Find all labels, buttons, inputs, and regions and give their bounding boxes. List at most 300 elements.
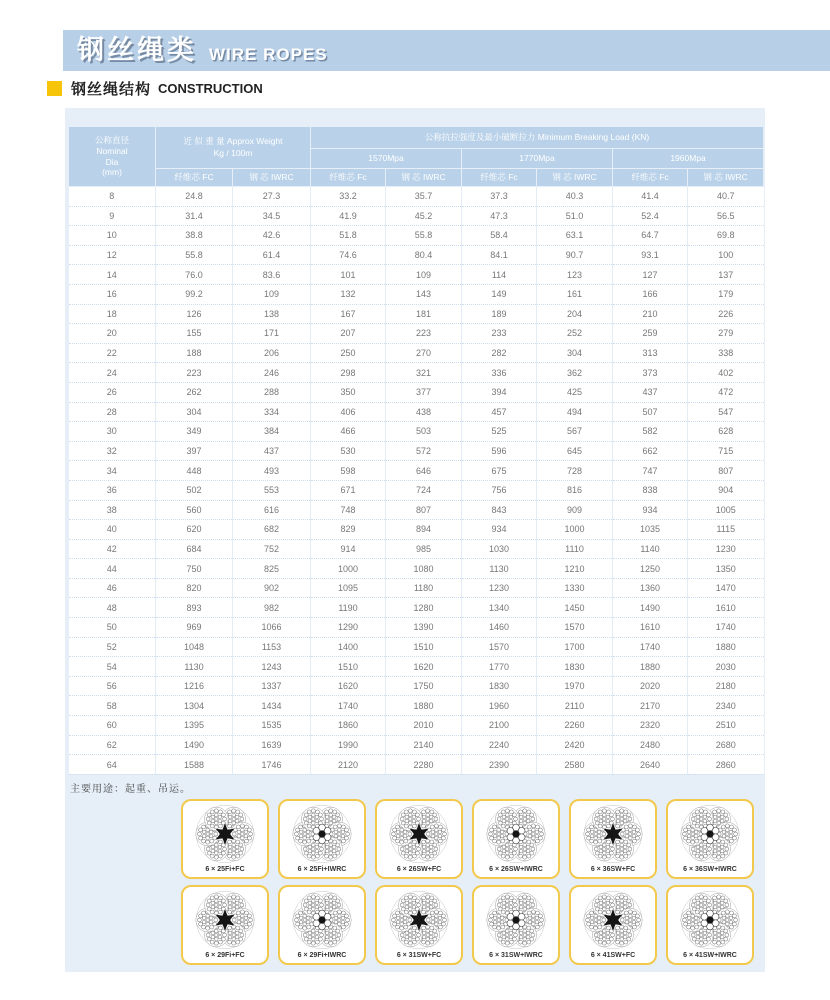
usage-note: 主要用途：起重、吊运。: [70, 783, 191, 795]
cell-value: 596: [462, 441, 537, 461]
cell-value: 715: [688, 441, 764, 461]
cell-diameter: 56: [69, 676, 156, 696]
cell-diameter: 64: [69, 755, 156, 775]
cell-value: 1610: [613, 618, 688, 638]
cell-diameter: 28: [69, 402, 156, 422]
header-breaking-load: 公称抗拉强度及最小破断拉力 Minimum Breaking Load (KN): [311, 127, 764, 149]
rope-card: [472, 799, 560, 879]
cell-value: 204: [537, 304, 613, 324]
cell-diameter: 42: [69, 539, 156, 559]
cell-value: 167: [311, 304, 386, 324]
table-row: [69, 676, 764, 696]
cell-value: 1770: [462, 657, 537, 677]
rope-card: [375, 799, 463, 879]
cell-diameter: 38: [69, 500, 156, 520]
cell-value: 1570: [462, 637, 537, 657]
cell-value: 1740: [613, 637, 688, 657]
section-title-cn: 钢丝绳结构: [71, 81, 152, 98]
cell-value: 42.6: [233, 226, 311, 246]
cell-value: 1860: [311, 716, 386, 736]
cell-value: 2170: [613, 696, 688, 716]
cell-value: 1290: [311, 618, 386, 638]
rope-card: [278, 799, 366, 879]
cell-value: 2320: [613, 716, 688, 736]
cell-value: 1700: [537, 637, 613, 657]
cell-value: 425: [537, 382, 613, 402]
cell-diameter: 58: [69, 696, 156, 716]
cell-value: 126: [156, 304, 233, 324]
cell-value: 233: [462, 324, 537, 344]
table-row: [69, 559, 764, 579]
cell-value: 1304: [156, 696, 233, 716]
cell-value: 2640: [613, 755, 688, 775]
rope-card-label: 6 × 41SW+IWRC: [683, 951, 737, 959]
cell-value: 2110: [537, 696, 613, 716]
cell-value: 313: [613, 343, 688, 363]
cell-value: 567: [537, 422, 613, 442]
table-row: [69, 520, 764, 540]
cell-value: 80.4: [386, 245, 462, 265]
rope-card-label: 6 × 41SW+FC: [590, 951, 636, 959]
cell-value: 61.4: [233, 245, 311, 265]
header-dia-en1: Nominal: [96, 145, 128, 156]
cell-value: 27.3: [233, 187, 311, 207]
cell-value: 41.9: [311, 206, 386, 226]
header-grade-1960: 1960Mpa: [613, 149, 764, 169]
rope-card-label: 6 × 36SW+IWRC: [683, 865, 737, 873]
cell-value: 646: [386, 461, 462, 481]
content-panel: [65, 108, 765, 972]
cell-value: 1395: [156, 716, 233, 736]
cell-value: 816: [537, 480, 613, 500]
rope-cross-section-image: [679, 889, 741, 951]
cell-value: 188: [156, 343, 233, 363]
header-approx-weight: [156, 127, 311, 169]
cell-value: 807: [688, 461, 764, 481]
table-row: [69, 735, 764, 755]
table-row: [69, 716, 764, 736]
cell-value: 334: [233, 402, 311, 422]
cell-value: 1035: [613, 520, 688, 540]
cell-value: 33.2: [311, 187, 386, 207]
cell-value: 843: [462, 500, 537, 520]
section-title-en: CONSTRUCTION: [158, 81, 263, 96]
cell-value: 829: [311, 520, 386, 540]
rope-card-label: 6 × 26SW+FC: [396, 865, 442, 873]
cell-value: 684: [156, 539, 233, 559]
cell-value: 682: [233, 520, 311, 540]
cell-value: 2240: [462, 735, 537, 755]
cell-value: 406: [311, 402, 386, 422]
cell-value: 1750: [386, 676, 462, 696]
cell-value: 1115: [688, 520, 764, 540]
cell-value: 1190: [311, 598, 386, 618]
table-row: [69, 187, 764, 207]
cell-value: 362: [537, 363, 613, 383]
cell-value: 171: [233, 324, 311, 344]
cell-value: 40.7: [688, 187, 764, 207]
cell-value: 2140: [386, 735, 462, 755]
cell-value: 99.2: [156, 284, 233, 304]
cell-value: 1130: [462, 559, 537, 579]
rope-card-label: 6 × 25Fi+IWRC: [297, 865, 347, 873]
cell-value: 1066: [233, 618, 311, 638]
cell-value: 645: [537, 441, 613, 461]
cell-value: 223: [156, 363, 233, 383]
cell-value: 64.7: [613, 226, 688, 246]
table-row: [69, 324, 764, 344]
table-row: [69, 245, 764, 265]
cell-diameter: 60: [69, 716, 156, 736]
cell-value: 1400: [311, 637, 386, 657]
cell-value: 1110: [537, 539, 613, 559]
cell-value: 1095: [311, 578, 386, 598]
cell-value: 155: [156, 324, 233, 344]
cell-value: 1610: [688, 598, 764, 618]
header-weight-iwrc: 钢 芯 IWRC: [233, 169, 311, 187]
cell-value: 223: [386, 324, 462, 344]
cell-value: 24.8: [156, 187, 233, 207]
cell-value: 1210: [537, 559, 613, 579]
cell-value: 1490: [156, 735, 233, 755]
cell-value: 373: [613, 363, 688, 383]
table-row: [69, 637, 764, 657]
cell-value: 1740: [688, 618, 764, 638]
cell-diameter: 48: [69, 598, 156, 618]
table-row: [69, 226, 764, 246]
header-nominal-dia: [69, 127, 156, 187]
cell-value: 137: [688, 265, 764, 285]
cell-value: 756: [462, 480, 537, 500]
cell-value: 466: [311, 422, 386, 442]
cell-value: 1216: [156, 676, 233, 696]
rope-cross-section-image: [291, 889, 353, 951]
cell-value: 1880: [688, 637, 764, 657]
cell-value: 457: [462, 402, 537, 422]
cell-diameter: 12: [69, 245, 156, 265]
cell-value: 671: [311, 480, 386, 500]
table-row: [69, 578, 764, 598]
cell-value: 1880: [386, 696, 462, 716]
cell-value: 58.4: [462, 226, 537, 246]
cell-value: 1243: [233, 657, 311, 677]
cell-value: 675: [462, 461, 537, 481]
cell-value: 161: [537, 284, 613, 304]
cell-value: 1470: [688, 578, 764, 598]
table-row: [69, 206, 764, 226]
cell-value: 2580: [537, 755, 613, 775]
table-row: [69, 500, 764, 520]
rope-card: [666, 799, 754, 879]
cell-value: 47.3: [462, 206, 537, 226]
cell-value: 902: [233, 578, 311, 598]
cell-value: 1000: [537, 520, 613, 540]
cell-value: 166: [613, 284, 688, 304]
cell-diameter: 10: [69, 226, 156, 246]
cell-value: 807: [386, 500, 462, 520]
table-row: [69, 343, 764, 363]
wire-rope-spec-table: [68, 126, 764, 775]
cell-value: 52.4: [613, 206, 688, 226]
cell-value: 1460: [462, 618, 537, 638]
cell-value: 1130: [156, 657, 233, 677]
cell-value: 90.7: [537, 245, 613, 265]
header-weight-line2: Kg / 100m: [213, 147, 253, 158]
header-dia-en2: Dia: [105, 156, 119, 167]
cell-diameter: 30: [69, 422, 156, 442]
header-grade-1770: 1770Mpa: [462, 149, 613, 169]
rope-card: [666, 885, 754, 965]
cell-diameter: 22: [69, 343, 156, 363]
cell-diameter: 62: [69, 735, 156, 755]
table-row: [69, 402, 764, 422]
cell-value: 288: [233, 382, 311, 402]
cell-value: 40.3: [537, 187, 613, 207]
cell-value: 2260: [537, 716, 613, 736]
cell-value: 620: [156, 520, 233, 540]
cell-value: 438: [386, 402, 462, 422]
rope-card: [181, 885, 269, 965]
cell-value: 985: [386, 539, 462, 559]
cell-diameter: 24: [69, 363, 156, 383]
cell-value: 1230: [462, 578, 537, 598]
cell-value: 1360: [613, 578, 688, 598]
cell-value: 2510: [688, 716, 764, 736]
cell-value: 437: [233, 441, 311, 461]
table-body: [69, 187, 764, 775]
cell-value: 1960: [462, 696, 537, 716]
cell-value: 2020: [613, 676, 688, 696]
cell-value: 825: [233, 559, 311, 579]
cell-value: 752: [233, 539, 311, 559]
cell-value: 616: [233, 500, 311, 520]
cell-value: 397: [156, 441, 233, 461]
rope-cross-section-image: [679, 803, 741, 865]
table-row: [69, 382, 764, 402]
cell-value: 2120: [311, 755, 386, 775]
cell-value: 394: [462, 382, 537, 402]
cell-value: 226: [688, 304, 764, 324]
rope-card-label: 6 × 25Fi+FC: [205, 865, 245, 873]
cell-value: 350: [311, 382, 386, 402]
cell-value: 2390: [462, 755, 537, 775]
cell-value: 1970: [537, 676, 613, 696]
cell-value: 1153: [233, 637, 311, 657]
cell-value: 31.4: [156, 206, 233, 226]
header-dia-unit: (mm): [102, 167, 122, 178]
header-weight-fc: 纤维芯 FC: [156, 169, 233, 187]
cell-diameter: 16: [69, 284, 156, 304]
table-row: [69, 696, 764, 716]
cell-value: 109: [233, 284, 311, 304]
cell-diameter: 9: [69, 206, 156, 226]
cell-value: 820: [156, 578, 233, 598]
cell-value: 909: [537, 500, 613, 520]
cell-diameter: 40: [69, 520, 156, 540]
table-row: [69, 539, 764, 559]
cell-value: 582: [613, 422, 688, 442]
cell-value: 51.8: [311, 226, 386, 246]
cell-value: 1390: [386, 618, 462, 638]
cell-value: 34.5: [233, 206, 311, 226]
cell-value: 51.0: [537, 206, 613, 226]
cell-value: 270: [386, 343, 462, 363]
rope-cross-section-image: [582, 803, 644, 865]
cell-value: 493: [233, 461, 311, 481]
rope-card-label: 6 × 26SW+IWRC: [489, 865, 543, 873]
cell-value: 2180: [688, 676, 764, 696]
cell-value: 336: [462, 363, 537, 383]
cell-value: 1337: [233, 676, 311, 696]
rope-cross-section-image: [291, 803, 353, 865]
cell-value: 1490: [613, 598, 688, 618]
header-grade-1570: 1570Mpa: [311, 149, 462, 169]
cell-value: 262: [156, 382, 233, 402]
cell-value: 894: [386, 520, 462, 540]
rope-cross-section-image: [388, 889, 450, 951]
cell-value: 598: [311, 461, 386, 481]
cell-diameter: 26: [69, 382, 156, 402]
cell-value: 1005: [688, 500, 764, 520]
cell-value: 250: [311, 343, 386, 363]
rope-cross-section-image: [582, 889, 644, 951]
cell-value: 1434: [233, 696, 311, 716]
table-row: [69, 598, 764, 618]
cell-value: 1250: [613, 559, 688, 579]
table-row: [69, 755, 764, 775]
cell-value: 969: [156, 618, 233, 638]
cell-value: 100: [688, 245, 764, 265]
cell-value: 252: [537, 324, 613, 344]
cell-value: 56.5: [688, 206, 764, 226]
cell-value: 246: [233, 363, 311, 383]
header-1770-fc: 纤维芯 Fc: [462, 169, 537, 187]
rope-card: [472, 885, 560, 965]
cell-value: 304: [537, 343, 613, 363]
rope-card: [569, 885, 657, 965]
rope-card: [181, 799, 269, 879]
cell-value: 1340: [462, 598, 537, 618]
cell-value: 494: [537, 402, 613, 422]
table-row: [69, 441, 764, 461]
cell-value: 1450: [537, 598, 613, 618]
cell-value: 109: [386, 265, 462, 285]
cell-value: 1000: [311, 559, 386, 579]
cell-value: 437: [613, 382, 688, 402]
cell-value: 838: [613, 480, 688, 500]
cell-value: 127: [613, 265, 688, 285]
table-row: [69, 265, 764, 285]
header-1770-iwrc: 钢 芯 IWRC: [537, 169, 613, 187]
cell-value: 1140: [613, 539, 688, 559]
cell-value: 2420: [537, 735, 613, 755]
rope-cross-section-image: [485, 889, 547, 951]
cell-value: 45.2: [386, 206, 462, 226]
cell-value: 1830: [537, 657, 613, 677]
cell-diameter: 52: [69, 637, 156, 657]
table-row: [69, 657, 764, 677]
table-row: [69, 363, 764, 383]
cell-value: 206: [233, 343, 311, 363]
cell-diameter: 20: [69, 324, 156, 344]
header-1570-iwrc: 钢 芯 IWRC: [386, 169, 462, 187]
cell-value: 35.7: [386, 187, 462, 207]
title-banner: [63, 30, 830, 71]
page-title-en: WIRE ROPES: [209, 45, 328, 64]
cell-value: 1510: [311, 657, 386, 677]
cell-diameter: 8: [69, 187, 156, 207]
cell-value: 38.8: [156, 226, 233, 246]
cell-value: 934: [462, 520, 537, 540]
cell-value: 1180: [386, 578, 462, 598]
rope-card-label: 6 × 31SW+FC: [396, 951, 442, 959]
header-dia-cn: 公称直径: [94, 135, 129, 146]
cell-diameter: 36: [69, 480, 156, 500]
cell-value: 123: [537, 265, 613, 285]
rope-card: [278, 885, 366, 965]
cell-value: 2860: [688, 755, 764, 775]
rope-card-row: [181, 799, 765, 879]
cell-value: 547: [688, 402, 764, 422]
cell-diameter: 44: [69, 559, 156, 579]
cell-diameter: 14: [69, 265, 156, 285]
cell-value: 402: [688, 363, 764, 383]
cell-diameter: 46: [69, 578, 156, 598]
cell-value: 472: [688, 382, 764, 402]
rope-card-label: 6 × 31SW+IWRC: [489, 951, 543, 959]
cell-value: 2030: [688, 657, 764, 677]
cell-value: 662: [613, 441, 688, 461]
cell-value: 530: [311, 441, 386, 461]
cell-value: 553: [233, 480, 311, 500]
rope-cross-section-image: [485, 803, 547, 865]
cell-value: 1746: [233, 755, 311, 775]
cell-value: 259: [613, 324, 688, 344]
cell-value: 934: [613, 500, 688, 520]
page-title-cn: 钢丝绳类: [77, 35, 197, 65]
cell-value: 338: [688, 343, 764, 363]
header-1960-fc: 纤维芯 Fc: [613, 169, 688, 187]
rope-card-row: [181, 885, 765, 965]
cell-value: 1990: [311, 735, 386, 755]
cell-value: 143: [386, 284, 462, 304]
cell-value: 349: [156, 422, 233, 442]
cell-value: 37.3: [462, 187, 537, 207]
cell-value: 138: [233, 304, 311, 324]
cell-value: 724: [386, 480, 462, 500]
cell-value: 2100: [462, 716, 537, 736]
cell-value: 101: [311, 265, 386, 285]
cell-value: 560: [156, 500, 233, 520]
section-header: [47, 80, 263, 97]
cell-value: 2340: [688, 696, 764, 716]
cell-diameter: 18: [69, 304, 156, 324]
cell-value: 93.1: [613, 245, 688, 265]
cell-value: 525: [462, 422, 537, 442]
rope-cross-section-image: [194, 889, 256, 951]
cell-value: 2280: [386, 755, 462, 775]
cell-value: 1330: [537, 578, 613, 598]
table-row: [69, 422, 764, 442]
cell-value: 747: [613, 461, 688, 481]
table-row: [69, 461, 764, 481]
rope-card-label: 6 × 29Fi+FC: [205, 951, 245, 959]
cell-value: 41.4: [613, 187, 688, 207]
header-weight-line1: 近 似 重 量 Approx Weight: [183, 136, 283, 147]
cell-value: 1048: [156, 637, 233, 657]
cell-value: 904: [688, 480, 764, 500]
cell-value: 74.6: [311, 245, 386, 265]
